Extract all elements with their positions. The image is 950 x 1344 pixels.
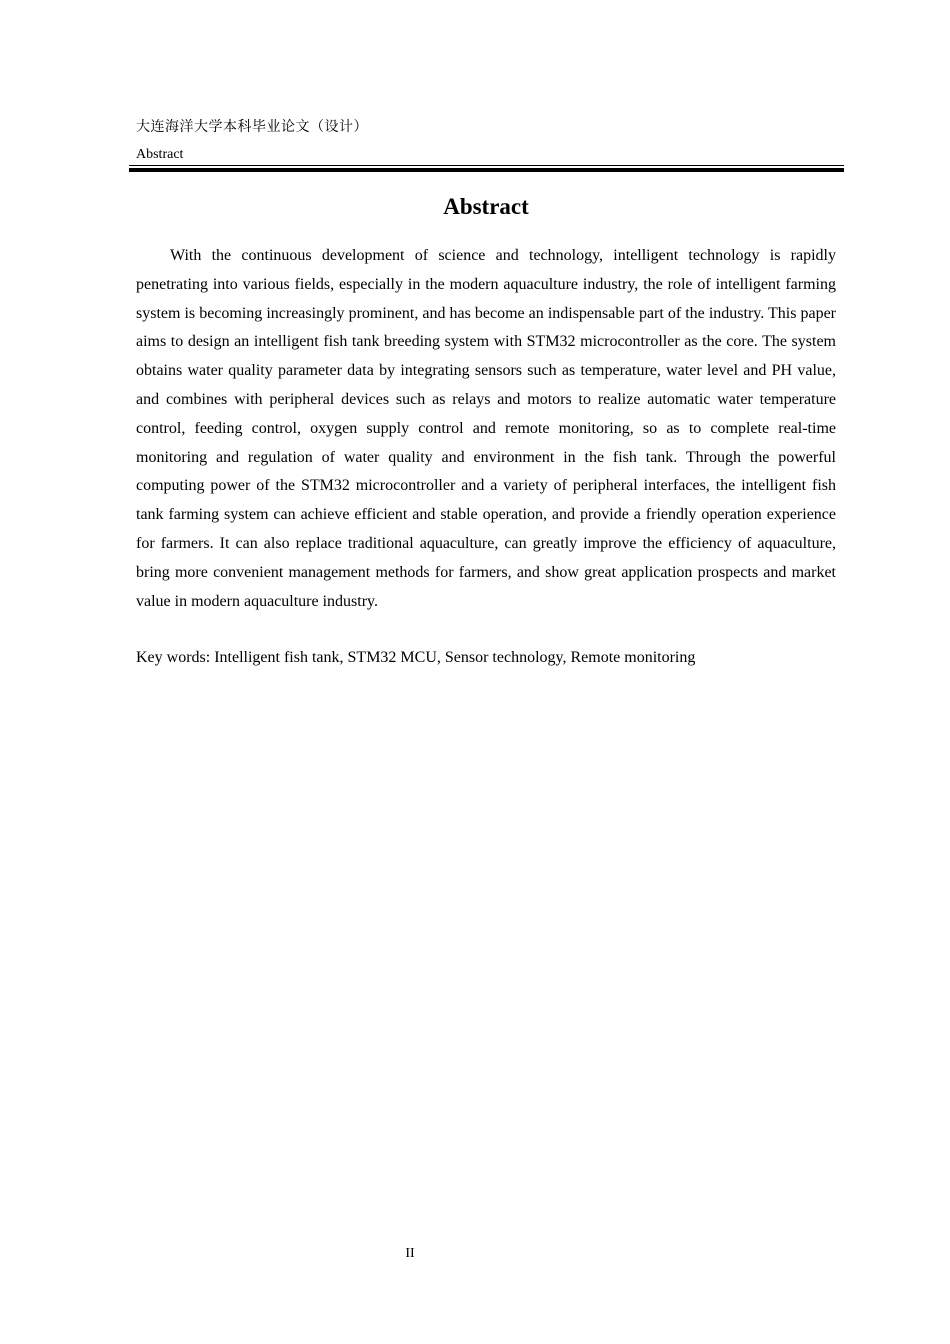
header-rule-thin [129, 165, 844, 166]
abstract-paragraph: With the continuous development of science and technology, intelligent technology is rapidly penetrating into various fields, especially in the modern aquaculture industry, the role of intelligent farming system is becoming increasingly prominent, and has become an indispensable part of the industry. This paper aims to design an intelligent fish tank breeding system with STM32 microcontroller as the core. The system obtains water quality parameter data by integrating sensors such as temperature, water level and PH value, and combines with peripheral devices such as relays and motors to realize automatic water temperature control, feeding control, oxygen supply control and remote monitoring, so as to complete real-time monitoring and regulation of water quality and environment in the fish tank. Through the powerful computing power of the STM32 microcontroller and a variety of peripheral interfaces, the intelligent fish tank farming system can achieve efficient and stable operation, and provide a friendly operation experience for farmers. It can also replace traditional aquaculture, can greatly improve the efficiency of aquaculture, bring more convenient management methods for farmers, and show great application prospects and market value in modern aquaculture industry. [136, 247, 836, 610]
keywords-line: Key words: Intelligent fish tank, STM32 MCU, Sensor technology, Remote monitoring [136, 649, 696, 666]
header-university: 大连海洋大学本科毕业论文（设计） [136, 119, 368, 135]
page-number: II [405, 1246, 415, 1261]
header-section: Abstract [136, 147, 184, 162]
page-title: Abstract [443, 194, 529, 219]
header-rule-thick [129, 168, 844, 172]
